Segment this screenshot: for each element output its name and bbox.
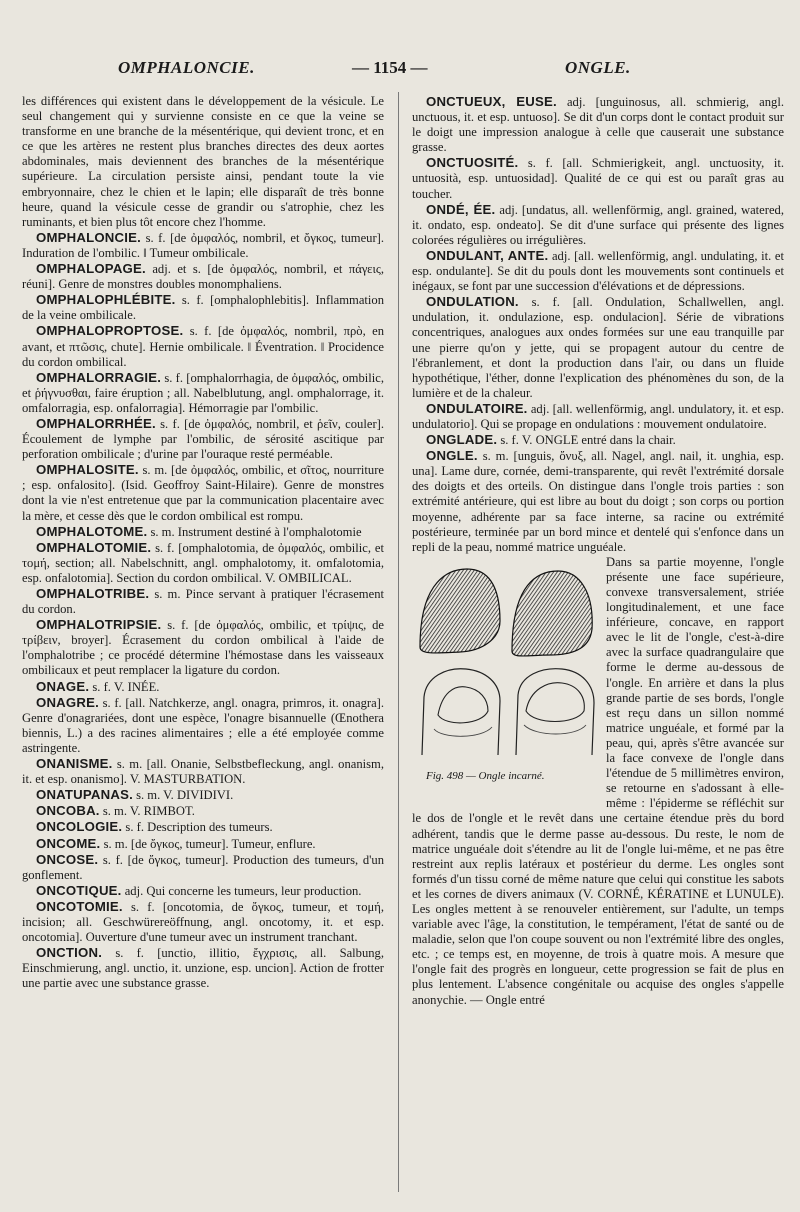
definition: adj. [all. wellenförmig, angl. undulating, it. et esp. ondulante]. Se dit du pouls dont les mouvements sont continuels et inégaux, se font par une succession d'élévations et de dépressions. [412, 248, 784, 294]
entry-oncologie [22, 819, 384, 835]
definition: s. f. [omphalotomia, de ὀμφαλός, ombilic, et τομή, section; all. Nabelschnitt, angl. omphalotomy, it. omfalotomia, esp. onfalotomia]. Section du cordon ombilical. V. OMBILICAL. [22, 540, 384, 585]
definition: s. m. V. RIMBOT. [102, 804, 195, 819]
headword: ONCTUOSITÉ. [426, 155, 519, 171]
definition: s. f. [oncotomia, de ὄγκος, tumeur, et τομή, incision; all. Geschwürereöffnung, angl. oncotomy, it. et esp. oncotomia]. Ouverture d'une tumeur avec un instrument tranchant. [22, 899, 384, 945]
entry-oncoba [22, 803, 384, 819]
definition: s. m. V. DIVIDIVI. [136, 788, 234, 803]
definition: s. f. V. ONGLE entré dans la chair. [500, 433, 676, 448]
entry-onde [412, 202, 784, 248]
definition: s. f. [omphalorrhagia, de ὀμφαλός, ombilic, et ῥήγνυσθαι, faire éruption ; all. Nabelblutung, angl. omphalorrage, it. omfalorragia, esp. onfalorragia]. Hémorragie par l'ombilic. [22, 370, 384, 415]
headword: ONCOLOGIE. [36, 819, 123, 835]
running-header [0, 60, 800, 82]
headword: ONATUPANAS. [36, 787, 133, 803]
entry-omphalotomie [22, 540, 384, 586]
definition: s. f. [all. Natchkerze, angl. onagra, primros, it. onagra]. Genre d'onagrariées, dont une espèce, l'onagre bisannuelle (Œnothera biennis, L.) a des racines alimentaires ; elle a été employée comme astringente. [22, 695, 385, 755]
definition: s. f. [omphalophlebitis]. Inflammation de la veine ombilicale. [22, 293, 384, 323]
entry-omphalorrhee [22, 416, 384, 462]
headword: ONAGRE. [36, 694, 99, 710]
definition: s. f. [de ὄγκος, tumeur]. Production des tumeurs, d'un gonflement. [22, 852, 384, 882]
nail-upper-left [420, 569, 500, 653]
figure-caption: Fig. 498 — Ongle incarné. [426, 769, 545, 782]
entry-onage [22, 679, 384, 695]
entry-omphalotribe [22, 586, 384, 617]
entry-onanisme [22, 756, 384, 787]
entry-omphalopage [22, 261, 384, 292]
headword: ONCOME. [36, 835, 101, 851]
definition: s. f. [de ὀμφαλός, nombril, πρὸ, en avant, et πτῶσις, chute]. Hernie ombilicale. ‖ Éventration. ‖ Procidence du cordon ombilical. [22, 324, 384, 369]
headword: ONDULATION. [426, 294, 519, 310]
nail-upper-right [512, 571, 592, 656]
definition: s. f. [de ὀμφαλός, nombril, et ῥεῖν, couler]. Écoulement de lymphe par l'ombilic, de sérosité ascitique par perforation ombilicale ; d'urine par l'ouraque resté perméable. [22, 416, 384, 462]
definition: s. f. V. INÉE. [92, 679, 160, 694]
definition: s. m. [de ὄγκος, tumeur]. Tumeur, enflure. [103, 836, 316, 851]
entry-ondulant [412, 248, 784, 294]
ongle-continuation: Dans sa partie moyenne, l'ongle présente une face supérieure, convexe transversalement, striée longitudinalement, et une face inférieure, concave, en rapport avec le lit de l'ongle, c'est-à-dire avec la surface quadrangulaire que forme le derme au-dessous de l'ongle. En arrière et dans la plus grande partie de ses bords, l'ongle est reçu dans un sillon nommé matrice unguéale, et formé par la peau, qui, après s'être avancée sur la face convexe de l'ongle dans l'étendue de 5 millimètres environ, se retourne en s'adossant à elle-même : l'épiderme se réfléchit sur le dos de l'ongle et le revêt dans une certaine étendue près du bord adhérent, tandis que le derme passe au-dessous. Du reste, le nom de matrice unguéale doit s'étendre au lit de l'ongle lui-même, et ne pas être restreint aux replis latéraux et postérieur du derme. Les ongles sont formés d'un tissu corné de même nature que celui qui constitue les sabots et les cornes de divers animaux (V. CORNÉ, KÉRATINE et LUNULE). Les ongles mettent à se renouveler entièrement, sur l'adulte, un temps variable avec l'âge, la constitution, le tempérament, l'état de santé ou de maladie, selon que l'on coupe souvent ou non l'extrémité libre des ongles, etc. ; ce temps est, en moyenne, de trois à quatre mois. A mesure que l'ongle fait des progrès en longueur, cette progression se fait de plus en plus lentement. L'absence congénitale ou acquise des ongles s'appelle anonychie. — Ongle entré [412, 554, 784, 1007]
headword: OMPHALONCIE. [36, 229, 141, 245]
entry-ondulation [412, 294, 784, 401]
headword: ONDULATOIRE. [426, 400, 528, 416]
headword: OMPHALOSITE. [36, 462, 139, 478]
entry-ondulatoire [412, 401, 784, 432]
definition: s. f. Description des tumeurs. [125, 820, 273, 835]
headword: OMPHALOTRIPSIE. [36, 617, 162, 633]
header-left-term: OMPHALONCIE. [118, 58, 255, 77]
headword: ONCOTOMIE. [36, 898, 123, 914]
headword: OMPHALOTOME. [36, 523, 148, 539]
definition: adj. [undatus, all. wellenförmig, angl. grained, watered, it. ondato, esp. ondeato]. Se dit d'une surface qui présente des lignes colorées régulières ou irrégulières. [412, 202, 784, 247]
entry-onatupanas [22, 787, 384, 803]
entry-oncotique [22, 883, 384, 899]
definition: s. m. [de ὀμφαλός, ombilic, et σῖτος, nourriture ; esp. onfalosito]. (Isid. Geoffroy Saint-Hilaire). Genre de monstres dont la vie n'est entretenue que par la communication placentaire avec la mère, et cesse dès que le cordon ombilical est rompu. [22, 463, 384, 523]
right-column [412, 94, 784, 1008]
ingrown-nail-figure [412, 559, 598, 795]
entry-omphalophlebite [22, 292, 384, 323]
definition: s. f. [de ὀμφαλός, nombril, et ὄγκος, tumeur]. Induration de l'ombilic. ‖ Tumeur ombilicale. [22, 230, 384, 260]
headword: ONCOBA. [36, 803, 100, 819]
headword: ONDÉ, ÉE. [426, 201, 496, 217]
headword: ONGLADE. [426, 432, 498, 448]
definition: s. f. [de ὀμφαλός, ombilic, et τρίψις, de τρίβειν, broyer]. Écrasement du cordon ombilical à l'aide de l'omphalotribe ; ce procédé détermine l'hémostase dans les vaisseaux ombilicaux et peut remplacer la ligature du cordon. [22, 618, 384, 678]
entry-onctueux [412, 94, 784, 155]
definition: s. f. [all. Schmierigkeit, angl. unctuosity, it. untuosità, esp. untuosidad]. Qualité de ce qui est ou paraît gras au toucher. [412, 156, 784, 201]
entry-onctuosite [412, 155, 784, 201]
definition: adj. et s. [de ὀμφαλός, nombril, et πάγεις, réuni]. Genre de monstres doubles monomphaliens. [22, 262, 384, 292]
entry-onagre [22, 695, 384, 756]
entry-omphaloncie [22, 230, 384, 261]
entry-omphalotripsie [22, 617, 384, 678]
headword: ONCOTIQUE. [36, 882, 122, 898]
headword: OMPHALOPHLÉBITE. [36, 292, 176, 308]
definition: adj. [unguinosus, all. schmierig, angl. unctuous, it. et esp. untuoso]. Se dit d'un corps dont le contact produit sur le doigt une impression analogue à celle que causerait une substance grasse. [412, 95, 784, 155]
headword: ONCOSE. [36, 851, 99, 867]
entry-onction [22, 945, 384, 991]
entry-continuation: les différences qui existent dans le développement de la vésicule. Le seul changement qui y survienne consiste en ce que la veine se transforme en une branche de la mésentérique, qui devient tronc, et en ce que les artères ne restent plus branches directes des deux aortes abdominales, mais deviennent des branches de la mésentérique supérieure. La circulation persiste ainsi, pendant toute la vie embryonnaire, chez le chien et le lapin; elle disparaît de très bonne heure, quand la vésicule cesse de grandir ou s'atrophie, chez les ruminants, et bien plus tôt encore chez l'homme. [22, 94, 384, 229]
definition: s. m. Pince servant à pratiquer l'écrasement du cordon. [22, 587, 384, 617]
headword: ONGLE. [426, 448, 478, 464]
page-number: — 1154 — [352, 58, 428, 77]
definition: s. f. [unctio, illitio, ἔγχρισις, all. Salbung, Einschmierung, angl. unctio, it. unzione, esp. uncion]. Action de frotter une partie avec une substance grasse. [22, 946, 384, 991]
entry-omphalosite [22, 462, 384, 523]
nail-illustration [412, 559, 598, 765]
headword: ONAGE. [36, 678, 90, 694]
headword: ONCTION. [36, 945, 103, 961]
column-divider [398, 92, 399, 1192]
headword: ONCTUEUX, EUSE. [426, 94, 557, 109]
headword: OMPHALOTOMIE. [36, 539, 152, 555]
headword: OMPHALOPROPTOSE. [36, 323, 184, 339]
nail-lower-right [526, 683, 584, 722]
entry-omphalorragie [22, 370, 384, 416]
headword: OMPHALORRHÉE. [36, 415, 156, 431]
left-column [22, 94, 384, 991]
entry-oncose [22, 852, 384, 883]
entry-onglade [412, 432, 784, 448]
headword: OMPHALORRAGIE. [36, 369, 162, 385]
definition: s. m. [unguis, ὄνυξ, all. Nagel, angl. nail, it. unghia, esp. una]. Lame dure, cornée, demi-transparente, qui revêt l'extrémité dorsale des doigts et des orteils. On distingue dans l'ongle trois parties : son extrémité antérieure, qui est libre au bout du doigt ; son corps ou portion moyenne, adhérente par sa face interne, sa racine ou extrémité postérieure, terminée par un bord mince et dentelé qui s'enfonce dans un repli de la peau, nommé matrice unguéale. [412, 449, 784, 554]
entry-ongle [412, 448, 784, 555]
definition: s. m. [all. Onanie, Selbstbefleckung, angl. onanism, it. et esp. onanismo]. V. MASTURBATION. [22, 757, 384, 787]
nail-lower-left [438, 687, 488, 723]
header-right-term: ONGLE. [565, 58, 631, 77]
headword: ONDULANT, ANTE. [426, 247, 549, 263]
entry-omphalotome [22, 524, 384, 540]
headword: OMPHALOPAGE. [36, 261, 146, 277]
definition: s. m. Instrument destiné à l'omphalotomie [150, 524, 362, 539]
entry-oncome [22, 836, 384, 852]
entry-omphaloproptose [22, 323, 384, 369]
definition: adj. Qui concerne les tumeurs, leur production. [124, 883, 362, 898]
definition: adj. [all. wellenförmig, angl. undulatory, it. et esp. undulatorio]. Qui se propage en ondulations : mouvement ondulatoire. [412, 401, 784, 431]
headword: OMPHALOTRIBE. [36, 586, 150, 601]
entry-oncotomie [22, 899, 384, 945]
definition: s. f. [all. Ondulation, Schallwellen, angl. undulation, it. ondulazione, esp. ondulacion]. Série de vibrations concentriques, analogues aux ondes formées sur une eau tranquille par une pierre qu'on y jette, qui se propagent autour du centre de l'ébranlement, et dont la production dans l'air, ou dans un fluide hypothétique, l'éther, donne l'explication des phénomènes du son, de la lumière et de la chaleur. [412, 295, 784, 400]
headword: ONANISME. [36, 756, 113, 772]
